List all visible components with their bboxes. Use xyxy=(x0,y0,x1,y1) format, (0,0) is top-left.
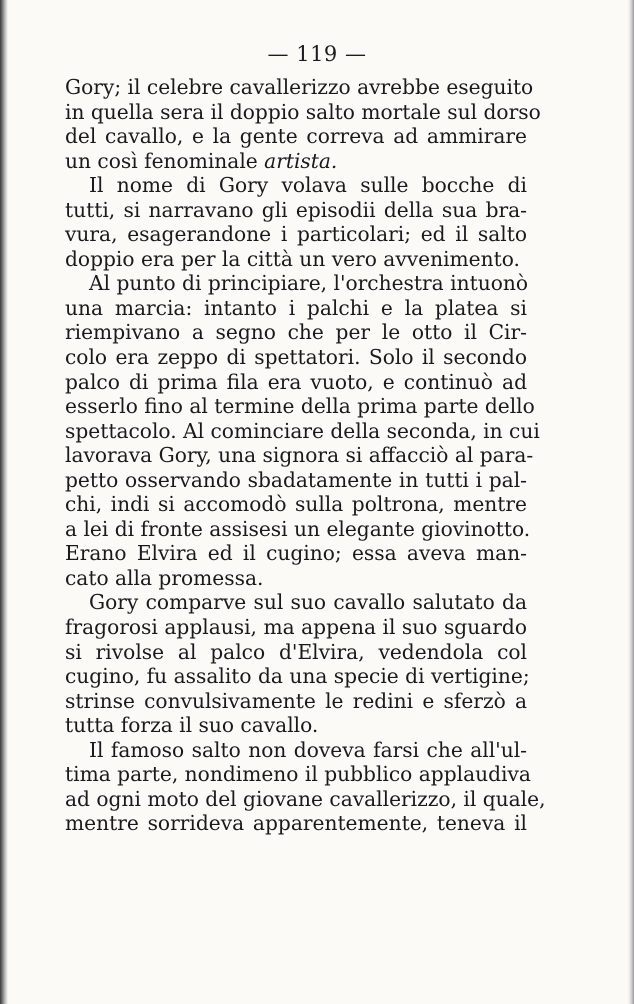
text-line-content: vura, esagerandone i particolari; ed il salto xyxy=(65,222,527,247)
text-line-content: esserlo fino al termine della prima parte dello xyxy=(65,394,535,419)
text-line-content: mentre sorrideva apparentemente, teneva il xyxy=(65,811,527,836)
text-line-content: riempivano a segno che per le otto il Cir- xyxy=(65,320,527,345)
text-line xyxy=(65,615,527,640)
body-text xyxy=(65,75,546,836)
page-left-edge-shadow xyxy=(0,0,8,1004)
text-line xyxy=(65,222,527,247)
text-line-content: Al punto di principiare, l'orchestra intuonò xyxy=(89,271,529,296)
text-line xyxy=(65,418,540,444)
text-line-content: chi, indi si accomodò sulla poltrona, mentre xyxy=(65,492,527,517)
text-line-content: doppio era per la città un vero avvenimento. xyxy=(65,246,520,271)
text-line xyxy=(65,664,530,689)
text-line xyxy=(65,370,527,395)
text-line xyxy=(65,516,531,542)
text-line-content: tutta forza il suo cavallo. xyxy=(65,713,319,738)
text-line-content: in quella sera il doppio salto mortale sul dorso xyxy=(65,99,541,124)
text-line xyxy=(65,247,527,272)
text-line-content: a lei di fronte assisesi un elegante giovinotto. xyxy=(65,516,531,541)
text-line-content: colo era zeppo di spettatori. Solo il secondo xyxy=(65,345,527,370)
text-line-content: Il nome di Gory volava sulle bocche di xyxy=(89,173,527,198)
text-line-content: si rivolse al palco d'Elvira, vedendola col xyxy=(65,639,527,664)
text-line-content: Gory comparve sul suo cavallo salutato da xyxy=(89,590,527,615)
text-line-content: spettacolo. Al cominciare della seconda, in cui xyxy=(65,418,540,443)
text-line xyxy=(65,345,527,370)
text-line-content: una marcia: intanto i palchi e la platea si xyxy=(65,295,527,320)
text-line-content: tutti, si narravano gli episodii della sua bra- xyxy=(65,197,527,222)
text-line xyxy=(65,713,527,738)
text-line-content: cato alla promessa. xyxy=(65,565,264,590)
text-line-content: fragorosi applausi, ma appena il suo sguardo xyxy=(65,615,527,640)
text-line xyxy=(65,640,527,665)
text-line xyxy=(65,99,541,125)
text-line xyxy=(65,149,527,174)
text-line-content: lavorava Gory, una signora si affacciò al para- xyxy=(65,443,534,468)
text-line xyxy=(65,541,527,566)
text-line-content: Erano Elvira ed il cugino; essa aveva man- xyxy=(65,541,527,566)
text-line xyxy=(65,173,527,198)
page-number: — 119 — xyxy=(267,42,367,66)
text-line-content: ad ogni moto del giovane cavallerizzo, il quale, xyxy=(65,786,546,811)
text-line-content: del cavallo, e la gente correva ad ammirare xyxy=(65,124,527,149)
text-line xyxy=(65,124,527,149)
text-line xyxy=(65,738,527,763)
text-line-content: Gory; il celebre cavallerizzo avrebbe eseguito xyxy=(65,75,534,99)
italic-word: artista. xyxy=(264,148,338,173)
text-line xyxy=(65,566,527,591)
text-line xyxy=(65,394,535,419)
page-right-edge-shadow xyxy=(628,0,634,1004)
text-line xyxy=(65,811,527,836)
text-line-content: petto osservando sbadatamente in tutti i pal- xyxy=(65,467,527,492)
text-line xyxy=(65,198,527,223)
text-line xyxy=(65,468,527,493)
text-line-content: Il famoso salto non doveva farsi che all'ul- xyxy=(89,737,527,762)
text-line xyxy=(65,689,527,714)
text-line xyxy=(65,75,534,100)
text-line xyxy=(65,443,534,468)
text-line xyxy=(65,320,527,345)
text-line xyxy=(65,786,546,812)
text-line-content: strinse convulsivamente le redini e sferzò a xyxy=(65,688,527,713)
text-line xyxy=(65,492,527,517)
text-line xyxy=(65,296,527,321)
text-line-content: un così fenominale xyxy=(65,148,265,173)
text-line-content: palco di prima fila era vuoto, e continuò ad xyxy=(65,369,527,394)
text-line xyxy=(65,271,527,296)
text-line xyxy=(65,762,531,787)
text-line-content: cugino, fu assalito da una specie di vertigine; xyxy=(65,664,530,689)
text-line xyxy=(65,590,527,615)
text-line-content: tima parte, nondimeno il pubblico applaudiva xyxy=(65,762,531,787)
